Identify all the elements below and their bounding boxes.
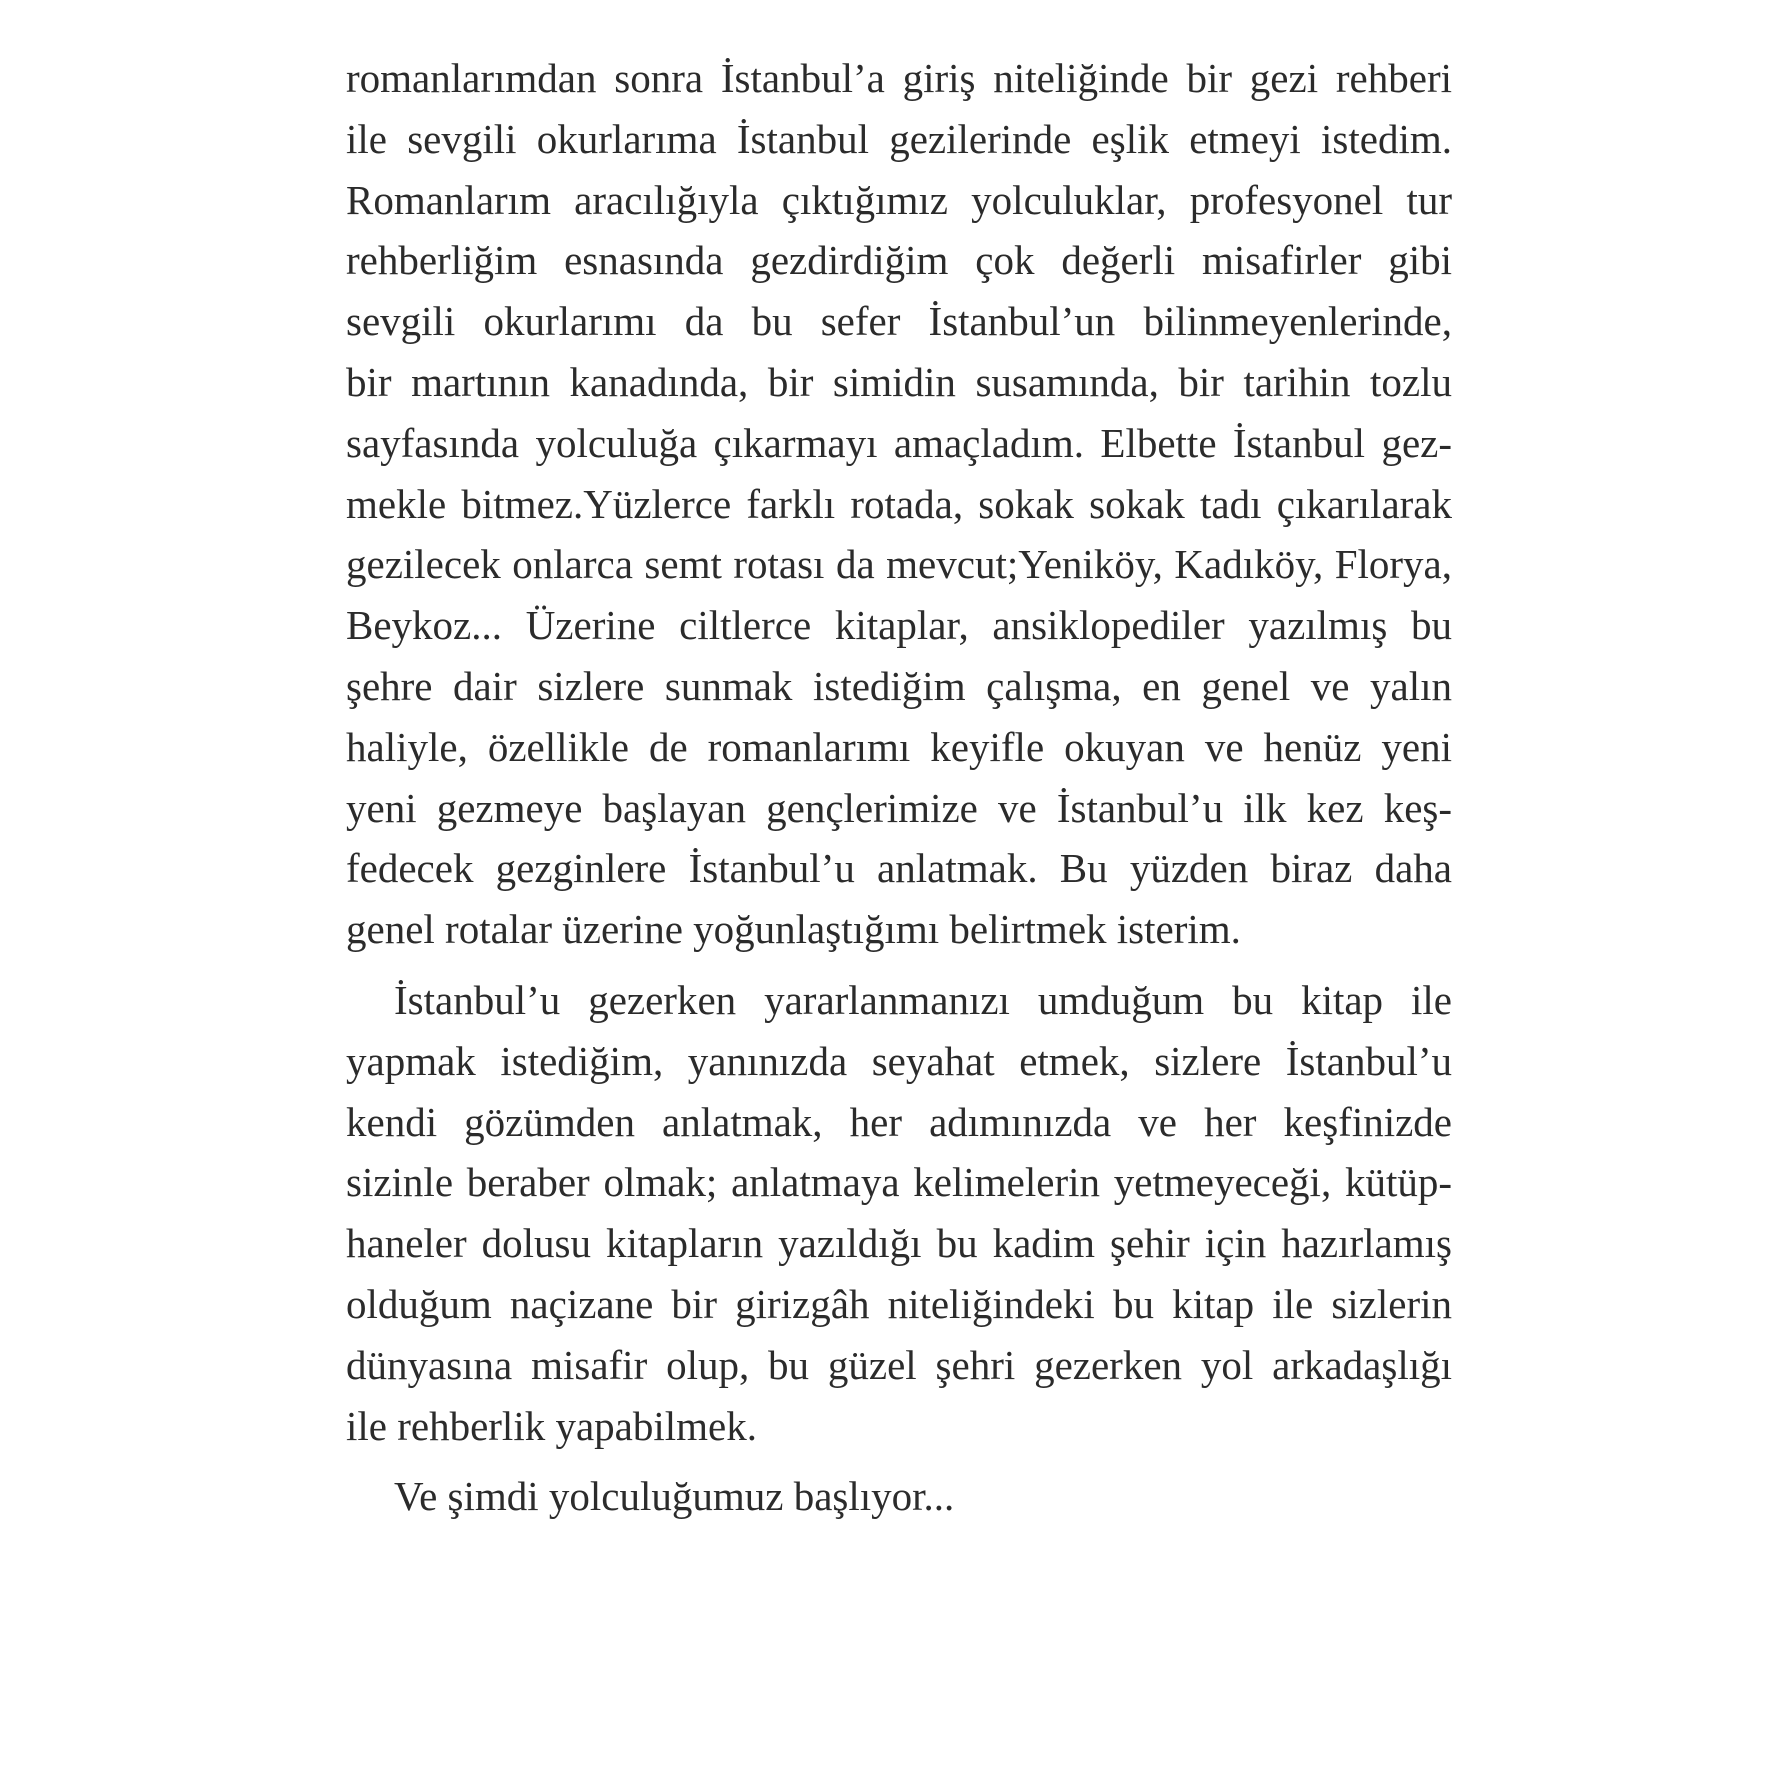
text-line: romanlarımdan sonra İstanbul’a giriş niteliğinde bir gezi rehberi: [346, 55, 1452, 101]
text-line: fedecek gezginlere İstanbul’u anlatmak. Bu yüzden biraz daha: [346, 845, 1452, 892]
text-line: sizinle beraber olmak; anlatmaya kelimelerin yetmeyeceği, kütüp-: [346, 1159, 1452, 1206]
text-line: olduğum naçizane bir girizgâh niteliğindeki bu kitap ile sizlerin: [346, 1280, 1452, 1327]
paragraph-1: [346, 48, 1452, 960]
text-line: ile sevgili okurlarıma İstanbul gezilerinde eşlik etmeyi istedim.: [346, 115, 1452, 162]
text-line: genel rotalar üzerine yoğunlaştığımı belirtmek isterim.: [346, 906, 1241, 953]
text-line: mekle bitmez.Yüzlerce farklı rotada, sokak sokak tadı çıkarılarak: [346, 480, 1452, 527]
text-line: dünyasına misafir olup, bu güzel şehri gezerken yol arkadaşlığı: [346, 1341, 1452, 1388]
paragraph-2: [346, 970, 1452, 1456]
text-line: sevgili okurlarımı da bu sefer İstanbul’un bilinmeyenlerinde,: [346, 298, 1452, 345]
paragraph-3: [346, 1466, 1452, 1527]
text-line: Ve şimdi yolculuğumuz başlıyor...: [394, 1473, 955, 1520]
body-text: [346, 48, 1452, 1527]
text-line: gezilecek onlarca semt rotası da mevcut;Yeniköy, Kadıköy, Florya,: [346, 541, 1452, 588]
text-line: sayfasında yolculuğa çıkarmayı amaçladım. Elbette İstanbul gez-: [346, 419, 1452, 466]
text-line: haneler dolusu kitapların yazıldığı bu kadim şehir için hazırlamış: [346, 1220, 1452, 1267]
text-line: bir martının kanadında, bir simidin susamında, bir tarihin tozlu: [346, 358, 1452, 405]
paragraph-gap: [346, 1456, 1452, 1466]
text-line: yeni gezmeye başlayan gençlerimize ve İstanbul’u ilk kez keş-: [346, 784, 1452, 831]
text-line: Romanlarım aracılığıyla çıktığımız yolculuklar, profesyonel tur: [346, 176, 1452, 223]
text-line: Beykoz... Üzerine ciltlerce kitaplar, ansiklopediler yazılmış bu: [346, 602, 1452, 649]
text-line: rehberliğim esnasında gezdirdiğim çok değerli misafirler gibi: [346, 237, 1452, 284]
text-line: şehre dair sizlere sunmak istediğim çalışma, en genel ve yalın: [346, 662, 1452, 709]
text-line: kendi gözümden anlatmak, her adımınızda ve her keşfinizde: [346, 1098, 1452, 1145]
text-line: ile rehberlik yapabilmek.: [346, 1402, 757, 1449]
text-line: İstanbul’u gezerken yararlanmanızı umduğum bu kitap ile: [394, 976, 1452, 1023]
paragraph-gap: [346, 960, 1452, 970]
text-line: haliyle, özellikle de romanlarımı keyifle okuyan ve henüz yeni: [346, 723, 1452, 770]
text-line: yapmak istediğim, yanınızda seyahat etmek, sizlere İstanbul’u: [346, 1037, 1452, 1084]
